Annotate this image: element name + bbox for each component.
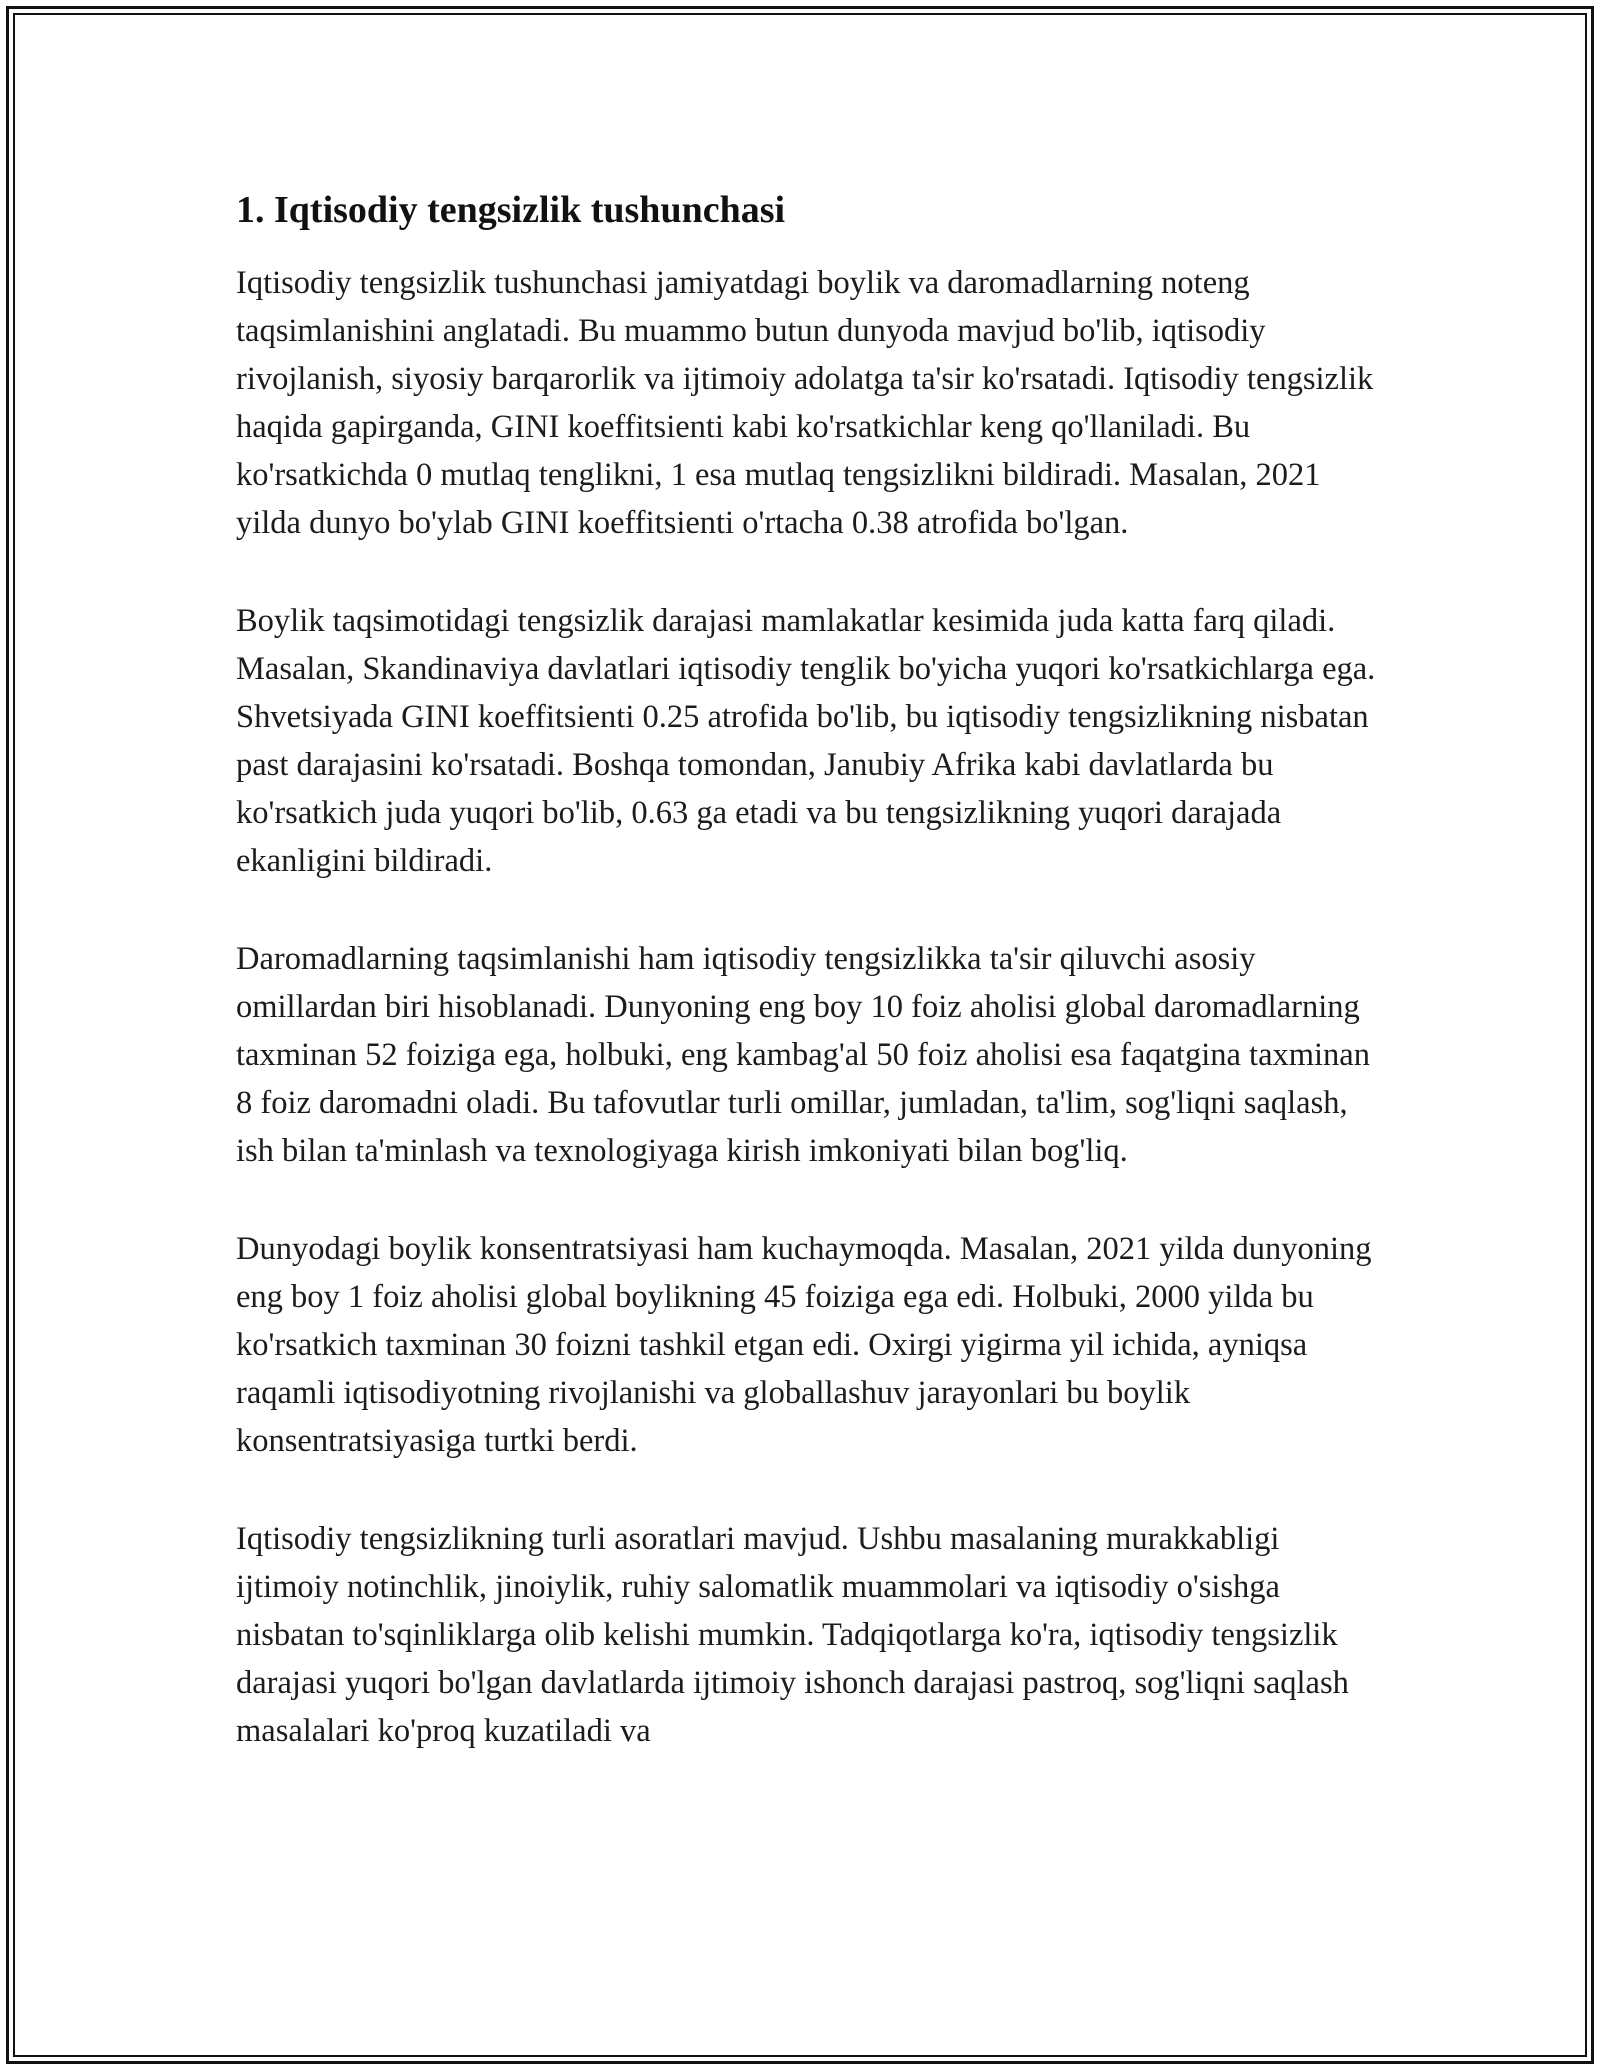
section-heading: 1. Iqtisodiy tengsizlik tushunchasi [236, 189, 786, 231]
paragraph-5: Iqtisodiy tengsizlikning turli asoratlari mavjud. Ushbu masalaning murakkabligi ijtimoiy notinchlik, jinoiylik, ruhiy salomatlik muammolari va iqtisodiy o'sishga nisbatan to'sqinliklarga olib kelishi mumkin. Tadqiqotlarga ko'ra, iqtisodiy tengsizlik darajasi yuqori bo'lgan davlatlarda ijtimoiy ishonch darajasi pastroq, sog'liqni saqlash masalalari ko'proq kuzatiladi va [236, 1521, 1349, 1749]
paragraph-2: Boylik taqsimotidagi tengsizlik darajasi mamlakatlar kesimida juda katta farq qiladi. Masalan, Skandinaviya davlatlari iqtisodiy tenglik bo'yicha yuqori ko'rsatkichlarga ega. Shvetsiyada GINI koeffitsienti 0.25 atrofida bo'lib, bu iqtisodiy tengsizlikning nisbatan past darajasini ko'rsatadi. Boshqa tomondan, Janubiy Afrika kabi davlatlarda bu ko'rsatkich juda yuqori bo'lib, 0.63 ga etadi va bu tengsizlikning yuqori darajada ekanligini bildiradi. [236, 603, 1376, 879]
paragraph-3: Daromadlarning taqsimlanishi ham iqtisodiy tengsizlikka ta'sir qiluvchi asosiy omillardan biri hisoblanadi. Dunyoning eng boy 10 foiz aholisi global daromadlarning taxminan 52 foiziga ega, holbuki, eng kambag'al 50 foiz aholisi esa faqatgina taxminan 8 foiz daromadni oladi. Bu tafovutlar turli omillar, jumladan, ta'lim, sog'liqni saqlash, ish bilan ta'minlash va texnologiyaga kirish imkoniyati bilan bog'liq. [236, 941, 1370, 1169]
paragraph-4: Dunyodagi boylik konsentratsiyasi ham kuchaymoqda. Masalan, 2021 yilda dunyoning eng boy 1 foiz aholisi global boylikning 45 foiziga ega edi. Holbuki, 2000 yilda bu ko'rsatkich taxminan 30 foizni tashkil etgan edi. Oxirgi yigirma yil ichida, ayniqsa raqamli iqtisodiyotning rivojlanishi va globallashuv jarayonlari bu boylik konsentratsiyasiga turtki berdi. [236, 1231, 1372, 1459]
paragraph-1: Iqtisodiy tengsizlik tushunchasi jamiyatdagi boylik va daromadlarning noteng taqsimlanishini anglatadi. Bu muammo butun dunyoda mavjud bo'lib, iqtisodiy rivojlanish, siyosiy barqarorlik va ijtimoiy adolatga ta'sir ko'rsatadi. Iqtisodiy tengsizlik haqida gapirganda, GINI koeffitsienti kabi ko'rsatkichlar keng qo'llaniladi. Bu ko'rsatkichda 0 mutlaq tenglikni, 1 esa mutlaq tengsizlikni bildiradi. Masalan, 2021 yilda dunyo bo'ylab GINI koeffitsienti o'rtacha 0.38 atrofida bo'lgan. [236, 265, 1374, 541]
document-body [236, 186, 1386, 1755]
